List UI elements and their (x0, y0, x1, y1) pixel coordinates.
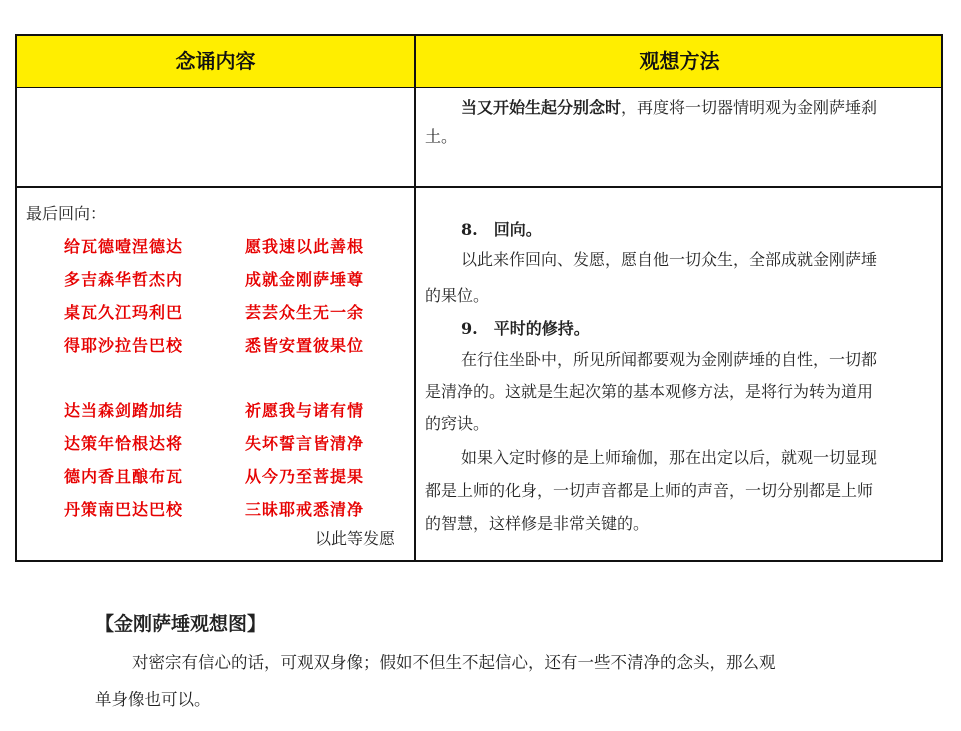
step9-text: 的智慧，这样修是非常关键的。 (425, 514, 650, 533)
step8-text: 的果位。 (425, 286, 490, 305)
row-divider (17, 186, 941, 188)
mantra-line: 达策年恰根达将 (64, 434, 184, 453)
verse-line: 成就金刚萨埵尊 (245, 270, 365, 289)
verse-line: 愿我速以此善根 (245, 237, 365, 256)
header-visualization-method: 观想方法 (639, 49, 720, 73)
table-header (17, 36, 941, 88)
dedication-title: 最后回向： (26, 204, 107, 223)
header-chanting-content: 念诵内容 (175, 49, 256, 73)
mantra-line: 给瓦德噎涅德达 (64, 237, 184, 256)
mantra-line: 多吉森华哲杰内 (64, 270, 184, 289)
step9-text: 是清净的。这就是生起次第的基本观修方法，是将行为转为道用 (425, 382, 874, 401)
step9-heading: 9. 平时的修持。 (461, 319, 590, 338)
row1-rest-text: ，再度将一切器情明观为金刚萨埵刹 (621, 98, 878, 117)
step9-text: 的窍诀。 (425, 414, 490, 433)
column-divider (414, 36, 416, 560)
mantra-line: 得耶沙拉告巴校 (64, 336, 184, 355)
verse-line: 芸芸众生无一余 (245, 303, 365, 322)
step8-heading: 8. 回向。 (461, 220, 542, 239)
step9-text: 在行住坐卧中，所见所闻都要观为金刚萨埵的自性，一切都 (461, 350, 878, 369)
verse-line: 从今乃至菩提果 (245, 467, 365, 486)
row1-right-line2: 土。 (425, 127, 458, 146)
verse-line: 三昧耶戒悉清净 (245, 500, 365, 519)
dedication-footer: 以此等发愿 (315, 529, 396, 548)
step9-text: 都是上师的化身，一切声音都是上师的声音，一切分别都是上师 (425, 481, 874, 500)
verse-line: 悉皆安置彼果位 (245, 336, 365, 355)
row1-bold-text: 当又开始生起分别念时 (461, 98, 622, 117)
mantra-line: 达当森剑踏加结 (64, 401, 184, 420)
verse-line: 失坏誓言皆清净 (245, 434, 365, 453)
mantra-line: 德内香且酿布瓦 (64, 467, 184, 486)
content-table (15, 34, 943, 562)
row1-right-line1 (461, 96, 941, 120)
step9-text: 如果入定时修的是上师瑜伽，那在出定以后，就观一切显现 (461, 448, 878, 467)
section-text: 单身像也可以。 (95, 690, 211, 709)
verse-line: 祈愿我与诸有情 (245, 401, 365, 420)
mantra-line: 丹策南巴达巴校 (64, 500, 184, 519)
section-title: 【金刚萨埵观想图】 (95, 613, 267, 635)
section-text: 对密宗有信心的话，可观双身像；假如不但生不起信心，还有一些不清净的念头，那么观 (132, 653, 776, 672)
mantra-line: 桌瓦久江玛利巴 (64, 303, 184, 322)
step8-text: 以此来作回向、发愿，愿自他一切众生，全部成就金刚萨埵 (461, 250, 878, 269)
